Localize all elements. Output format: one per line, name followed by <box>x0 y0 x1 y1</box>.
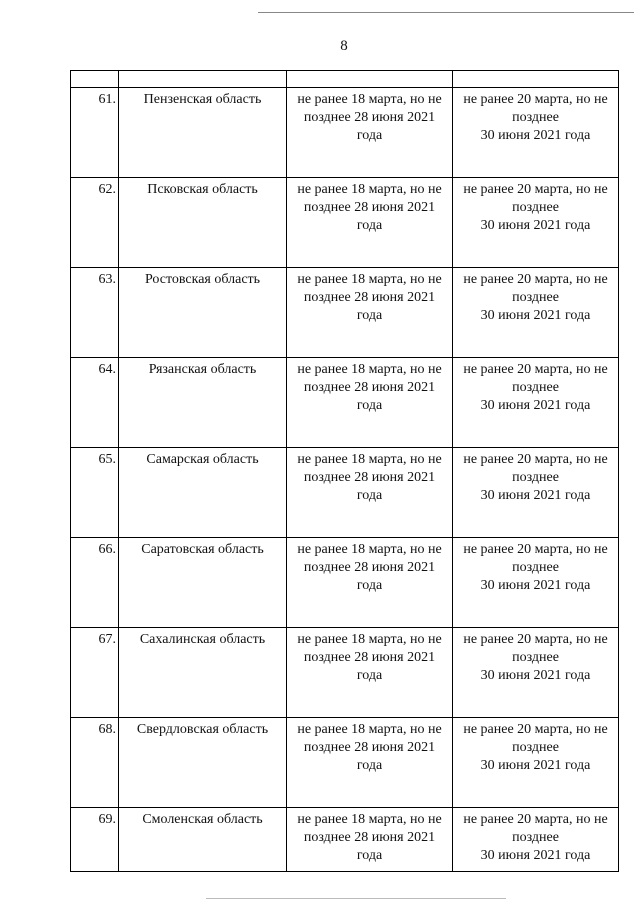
row-number: 64. <box>71 358 119 448</box>
header-cell-number <box>71 71 119 88</box>
row-number: 66. <box>71 538 119 628</box>
end-date-line: 30 июня 2021 года <box>480 398 591 413</box>
start-date-line: позднее 28 июня 2021 <box>303 290 436 305</box>
start-date-cell <box>287 268 453 358</box>
end-date-line: не ранее 20 марта, но не <box>463 542 608 557</box>
end-date-line: 30 июня 2021 года <box>480 848 591 863</box>
start-date-line: позднее 28 июня 2021 <box>303 470 436 485</box>
start-date-cell <box>287 808 453 872</box>
start-date-cell <box>287 88 453 178</box>
start-date-line: года <box>356 308 383 323</box>
start-date-cell <box>287 628 453 718</box>
end-date-line: не ранее 20 марта, но не <box>463 182 608 197</box>
end-date-cell <box>453 268 619 358</box>
header-cell-to <box>453 71 619 88</box>
table-row <box>71 88 619 178</box>
end-date-line: не ранее 20 марта, но не <box>463 812 608 827</box>
end-date-cell <box>453 358 619 448</box>
table-row <box>71 448 619 538</box>
start-date-cell <box>287 358 453 448</box>
end-date-line: не ранее 20 марта, но не <box>463 452 608 467</box>
end-date-line: позднее <box>512 830 559 845</box>
end-date-cell <box>453 628 619 718</box>
start-date-line: позднее 28 июня 2021 <box>303 200 436 215</box>
end-date-line: позднее <box>512 560 559 575</box>
region-name: Рязанская область <box>119 358 287 448</box>
table-row <box>71 358 619 448</box>
row-number: 65. <box>71 448 119 538</box>
end-date-line: не ранее 20 марта, но не <box>463 362 608 377</box>
start-date-line: не ранее 18 марта, но не <box>297 722 442 737</box>
start-date-line: не ранее 18 марта, но не <box>297 542 442 557</box>
region-name: Самарская область <box>119 448 287 538</box>
bottom-scan-rule <box>206 898 506 899</box>
region-name: Сахалинская область <box>119 628 287 718</box>
table-header-row <box>71 71 619 88</box>
end-date-line: 30 июня 2021 года <box>480 488 591 503</box>
start-date-line: года <box>356 578 383 593</box>
row-number: 67. <box>71 628 119 718</box>
start-date-cell <box>287 718 453 808</box>
end-date-line: позднее <box>512 740 559 755</box>
end-date-line: не ранее 20 марта, но не <box>463 92 608 107</box>
end-date-line: 30 июня 2021 года <box>480 668 591 683</box>
end-date-cell <box>453 718 619 808</box>
row-number: 63. <box>71 268 119 358</box>
end-date-cell <box>453 808 619 872</box>
header-cell-from <box>287 71 453 88</box>
row-number: 69. <box>71 808 119 872</box>
start-date-line: не ранее 18 марта, но не <box>297 452 442 467</box>
end-date-line: 30 июня 2021 года <box>480 128 591 143</box>
top-scan-rule <box>258 12 634 13</box>
row-number: 61. <box>71 88 119 178</box>
end-date-line: позднее <box>512 110 559 125</box>
start-date-line: позднее 28 июня 2021 <box>303 560 436 575</box>
region-name: Саратовская область <box>119 538 287 628</box>
start-date-line: позднее 28 июня 2021 <box>303 380 436 395</box>
end-date-cell <box>453 88 619 178</box>
start-date-line: года <box>356 758 383 773</box>
end-date-cell <box>453 538 619 628</box>
end-date-line: 30 июня 2021 года <box>480 758 591 773</box>
header-cell-region <box>119 71 287 88</box>
start-date-line: не ранее 18 марта, но не <box>297 182 442 197</box>
end-date-line: 30 июня 2021 года <box>480 218 591 233</box>
region-name: Смоленская область <box>119 808 287 872</box>
table-row <box>71 268 619 358</box>
region-name: Псковская область <box>119 178 287 268</box>
start-date-cell <box>287 538 453 628</box>
start-date-line: года <box>356 668 383 683</box>
table-row <box>71 718 619 808</box>
start-date-line: года <box>356 128 383 143</box>
table-row <box>71 538 619 628</box>
row-number: 62. <box>71 178 119 268</box>
end-date-line: позднее <box>512 650 559 665</box>
region-name: Пензенская область <box>119 88 287 178</box>
regions-table <box>70 70 619 872</box>
start-date-cell <box>287 448 453 538</box>
start-date-line: года <box>356 218 383 233</box>
start-date-line: позднее 28 июня 2021 <box>303 830 436 845</box>
start-date-line: года <box>356 488 383 503</box>
start-date-line: не ранее 18 марта, но не <box>297 92 442 107</box>
end-date-cell <box>453 178 619 268</box>
table-row <box>71 628 619 718</box>
end-date-cell <box>453 448 619 538</box>
end-date-line: 30 июня 2021 года <box>480 308 591 323</box>
start-date-line: не ранее 18 марта, но не <box>297 632 442 647</box>
start-date-line: года <box>356 848 383 863</box>
start-date-line: не ранее 18 марта, но не <box>297 272 442 287</box>
end-date-line: не ранее 20 марта, но не <box>463 632 608 647</box>
start-date-line: не ранее 18 марта, но не <box>297 362 442 377</box>
region-name: Ростовская область <box>119 268 287 358</box>
start-date-cell <box>287 178 453 268</box>
start-date-line: года <box>356 398 383 413</box>
end-date-line: позднее <box>512 200 559 215</box>
end-date-line: не ранее 20 марта, но не <box>463 272 608 287</box>
table-row <box>71 808 619 872</box>
start-date-line: позднее 28 июня 2021 <box>303 110 436 125</box>
end-date-line: позднее <box>512 470 559 485</box>
start-date-line: позднее 28 июня 2021 <box>303 650 436 665</box>
region-name: Свердловская область <box>119 718 287 808</box>
end-date-line: 30 июня 2021 года <box>480 578 591 593</box>
end-date-line: позднее <box>512 380 559 395</box>
table-row <box>71 178 619 268</box>
start-date-line: не ранее 18 марта, но не <box>297 812 442 827</box>
page-number: 8 <box>340 38 348 54</box>
end-date-line: позднее <box>512 290 559 305</box>
end-date-line: не ранее 20 марта, но не <box>463 722 608 737</box>
start-date-line: позднее 28 июня 2021 <box>303 740 436 755</box>
row-number: 68. <box>71 718 119 808</box>
